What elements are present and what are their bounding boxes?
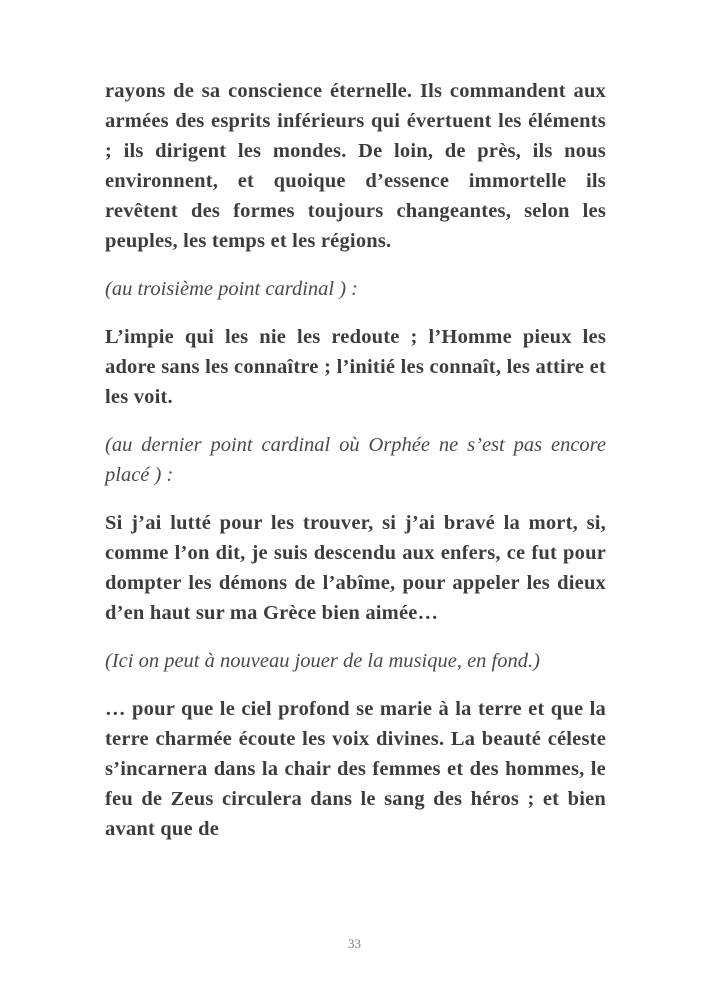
stage-direction-paragraph: (au dernier point cardinal où Orphée ne s’est pas encore placé ) :	[105, 434, 606, 486]
text-content	[105, 76, 606, 862]
body-paragraph: L’impie qui les nie les redoute ; l’Homme pieux les adore sans les connaître ; l’initié les connaît, les attire et les voit.	[105, 326, 606, 408]
body-paragraph: … pour que le ciel profond se marie à la terre et que la terre charmée écoute les voix divines. La beauté céleste s’incarnera dans la chair des femmes et des hommes, le feu de Zeus circulera dans le sang des héros ; et bien avant que de	[105, 698, 606, 840]
stage-direction-paragraph: (Ici on peut à nouveau jouer de la musique, en fond.)	[105, 650, 540, 672]
body-paragraph: Si j’ai lutté pour les trouver, si j’ai bravé la mort, si, comme l’on dit, je suis descendu aux enfers, ce fut pour dompter les démons de l’abîme, pour appeler les dieux d’en haut sur ma Grèce bien aimée…	[105, 512, 606, 624]
stage-direction-paragraph: (au troisième point cardinal ) :	[105, 278, 358, 300]
page-number: 33	[348, 936, 361, 951]
body-paragraph: rayons de sa conscience éternelle. Ils commandent aux armées des esprits inférieurs qui évertuent les éléments ; ils dirigent les mondes. De loin, de près, ils nous environnent, et quoique d’essence immortelle ils revêtent des formes toujours changeantes, selon les peuples, les temps et les régions.	[105, 80, 606, 252]
